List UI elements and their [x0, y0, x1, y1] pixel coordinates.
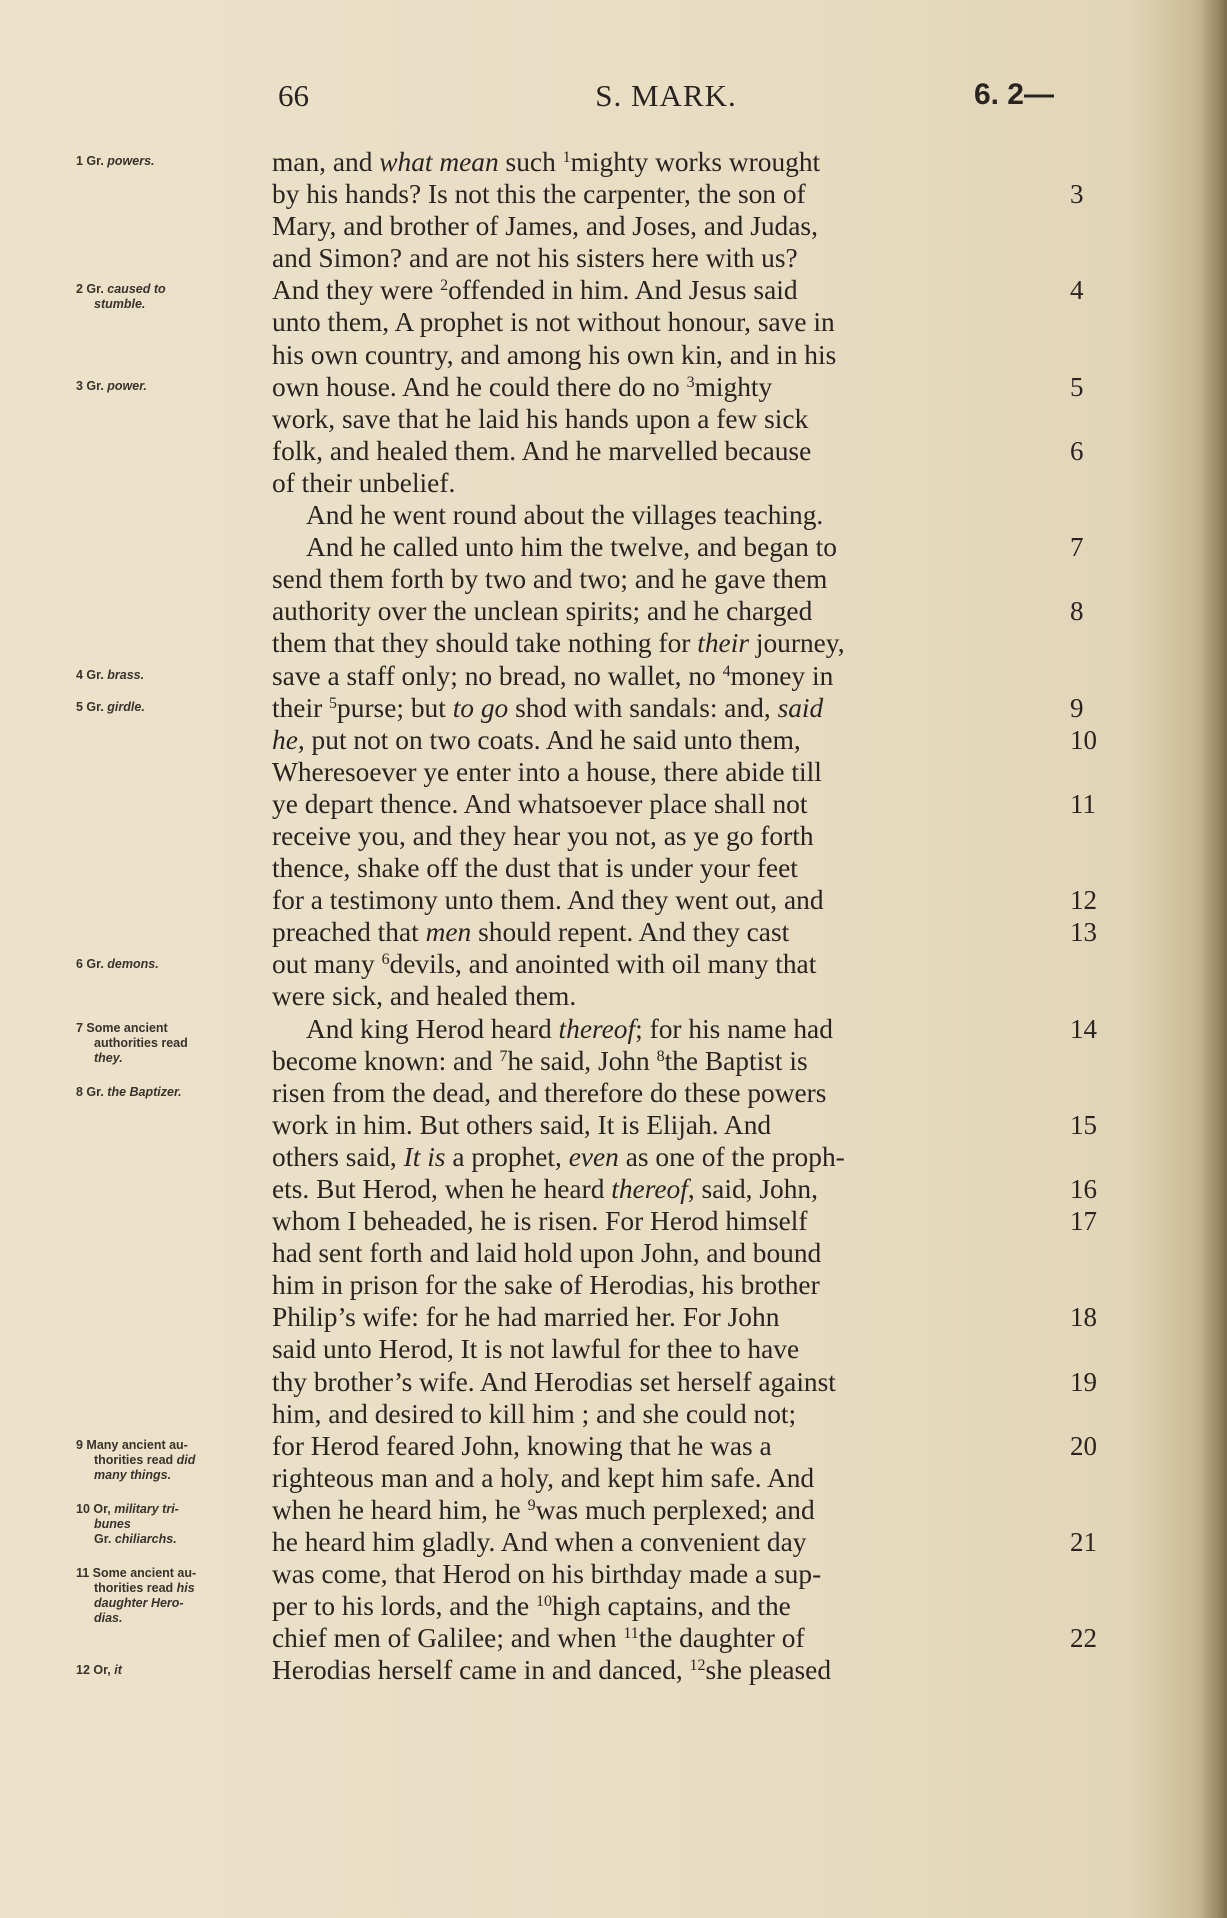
margin-note-line: 7 Some ancient [76, 1020, 168, 1035]
margin-note-line: stumble. [94, 297, 146, 312]
text-line [272, 403, 1052, 435]
text-line [272, 210, 1052, 242]
text-line [272, 788, 1096, 820]
margin-note-line: bunes [94, 1517, 131, 1532]
text-line [272, 1173, 1097, 1205]
margin-note [76, 957, 266, 972]
text-line [272, 1333, 1052, 1365]
text-line-content: his own country, and among his own kin, and in his [272, 339, 837, 370]
book-title: S. MARK. [595, 78, 737, 113]
text-line-content: And they were $^2$offended in him. And Jesus said [272, 275, 798, 306]
margin-note-line: 5 Gr. girdle. [76, 699, 145, 714]
verse-number: 13 [1070, 917, 1097, 948]
text-line-content: for Herod feared John, knowing that he was a [272, 1430, 772, 1461]
verse-number: 22 [1070, 1623, 1097, 1654]
verse-number: 16 [1070, 1174, 1097, 1204]
text-line [272, 563, 1052, 595]
margin-note-line: 11 Some ancient au- [76, 1566, 197, 1581]
text-line [272, 1141, 1052, 1173]
margin-note [76, 1021, 266, 1066]
text-line-content: receive you, and they hear you not, as ye go forth [272, 820, 814, 851]
verse-number: 19 [1070, 1366, 1097, 1397]
text-line [272, 306, 1052, 338]
text-line-content: own house. And he could there do no $^3$mighty [272, 371, 773, 402]
scripture-text [272, 146, 1097, 1687]
text-line-content: out many $^6$devils, and anointed with oil many that [272, 949, 817, 980]
text-line [272, 1205, 1097, 1237]
margin-note [76, 282, 266, 312]
verse-number: 12 [1070, 885, 1097, 916]
text-line-content: when he heard him, he $^9$was much perplexed; and [272, 1494, 815, 1525]
text-line-content: work, save that he laid his hands upon a few sick [272, 403, 809, 434]
verse-number: 20 [1070, 1430, 1097, 1461]
margin-note-line: 6 Gr. demons. [76, 956, 159, 971]
text-line [272, 467, 1052, 499]
text-line-content: And he went round about the villages teaching. [306, 500, 824, 531]
margin-note-line: they. [94, 1050, 123, 1065]
text-line-content: Philip’s wife: for he had married her. For John [272, 1302, 780, 1333]
text-line-content: authority over the unclean spirits; and he charged [272, 596, 813, 627]
margin-note-line: thorities read his [94, 1581, 195, 1596]
text-line-content: thence, shake off the dust that is under your feet [272, 853, 798, 884]
text-line [272, 1430, 1097, 1462]
text-line-content: him, and desired to kill him ; and she could not; [272, 1398, 797, 1429]
text-line [272, 1590, 1052, 1622]
margin-note [76, 1566, 266, 1626]
margin-note-line: daughter Hero- [94, 1596, 184, 1611]
text-line [272, 1237, 1052, 1269]
text-line [272, 980, 1052, 1012]
text-line-content: ets. But Herod, when he heard thereof, said, John, [272, 1174, 818, 1204]
text-line [272, 1654, 1052, 1686]
text-line [272, 146, 1052, 178]
text-line-content: Mary, and brother of James, and Joses, and Judas, [272, 211, 818, 242]
text-line [272, 595, 1084, 627]
text-line [272, 756, 1052, 788]
verse-number: 18 [1070, 1302, 1097, 1333]
verse-number: 15 [1070, 1109, 1097, 1140]
text-line [272, 1622, 1097, 1654]
verse-number: 3 [1070, 179, 1084, 210]
verse-number: 4 [1070, 275, 1084, 306]
margin-note-line: many things. [94, 1468, 172, 1482]
verse-number: 9 [1070, 692, 1084, 723]
text-line-content: and Simon? and are not his sisters here with us? [272, 243, 798, 274]
text-line-content: chief men of Galilee; and when $^{11}$the daughter of [272, 1623, 805, 1654]
text-line-content: per to his lords, and the $^{10}$high captains, and the [272, 1591, 791, 1622]
text-line-content: send them forth by two and two; and he gave them [272, 564, 828, 595]
margin-note [76, 1438, 266, 1483]
running-header [270, 78, 1062, 118]
text-line-content: said unto Herod, It is not lawful for thee to have [272, 1334, 800, 1365]
text-line-content: risen from the dead, and therefore do these powers [272, 1077, 827, 1108]
verse-number: 14 [1070, 1013, 1097, 1044]
margin-note-line: dias. [94, 1611, 123, 1626]
verse-number: 17 [1070, 1206, 1097, 1237]
text-line-content: he, put not on two coats. And he said unto them, [272, 724, 801, 755]
margin-note [76, 1663, 266, 1678]
text-line [272, 724, 1097, 756]
verse-number: 7 [1070, 532, 1084, 563]
text-line-content: Wheresoever ye enter into a house, there abide till [272, 756, 822, 787]
margin-note-line: 10 Or, military tri- [76, 1502, 179, 1517]
text-line-content: save a staff only; no bread, no wallet, no $^4$money in [272, 660, 834, 691]
text-line-content: ye depart thence. And whatsoever place shall not [272, 788, 808, 819]
margin-note-line: Gr. chiliarchs. [94, 1532, 177, 1547]
text-line-content: by his hands? Is not this the carpenter, the son of [272, 179, 806, 210]
text-line-content: he heard him gladly. And when a convenient day [272, 1527, 807, 1558]
margin-note-line: 12 Or, it [76, 1662, 122, 1677]
text-line [272, 1269, 1052, 1301]
text-line [272, 1077, 1052, 1109]
text-line-content: And king Herod heard thereof; for his name had [306, 1013, 833, 1044]
text-line [272, 1462, 1052, 1494]
text-line-content: unto them, A prophet is not without honour, save in [272, 307, 835, 338]
text-line-content: their $^5$purse; but to go shod with sandals: and, said [272, 692, 824, 723]
text-line-content: of their unbelief. [272, 467, 456, 498]
chapter-verse-ref: 6. 2— [973, 78, 1054, 111]
text-line-content: righteous man and a holy, and kept him safe. And [272, 1462, 815, 1493]
text-line [272, 1366, 1097, 1398]
margin-note-line: thorities read did [94, 1453, 196, 1467]
text-line-content: him in prison for the sake of Herodias, his brother [272, 1270, 820, 1301]
text-line [272, 435, 1084, 467]
margin-note [76, 1085, 266, 1100]
margin-note-line: 3 Gr. power. [76, 378, 147, 393]
text-line [272, 1045, 1052, 1077]
text-line [272, 692, 1084, 724]
page-spine-shadow [1201, 0, 1227, 1918]
margin-note [76, 154, 266, 169]
text-line [272, 852, 1052, 884]
text-line [272, 1109, 1097, 1141]
margin-note [76, 668, 266, 683]
text-line-content: them that they should take nothing for their journey, [272, 628, 845, 659]
verse-number: 8 [1070, 596, 1084, 627]
verse-number: 21 [1070, 1527, 1097, 1558]
text-line [272, 274, 1084, 306]
margin-note [76, 1502, 266, 1547]
verse-number: 6 [1070, 435, 1084, 466]
text-line [272, 627, 1052, 659]
margin-note [76, 700, 266, 715]
text-line [272, 178, 1084, 210]
text-line-content: thy brother’s wife. And Herodias set herself against [272, 1366, 836, 1397]
text-line-content: man, and what mean such $^1$mighty works wrought [272, 147, 821, 177]
text-line [272, 1526, 1097, 1558]
verse-number: 5 [1070, 371, 1084, 402]
margin-note-line: 4 Gr. brass. [76, 667, 145, 682]
text-line [272, 820, 1052, 852]
text-line-content: was come, that Herod on his birthday made a sup- [272, 1559, 822, 1590]
text-line-content: for a testimony unto them. And they went out, and [272, 885, 824, 916]
text-line-content: Herodias herself came in and danced, $^{12}$she pleased [272, 1655, 832, 1686]
text-line-content: whom I beheaded, he is risen. For Herod himself [272, 1206, 808, 1237]
text-line-content: had sent forth and laid hold upon John, and bound [272, 1238, 822, 1269]
margin-note [76, 379, 266, 394]
text-line-content: work in him. But others said, It is Elijah. And [272, 1109, 772, 1140]
text-line [272, 1398, 1052, 1430]
text-line [272, 531, 1084, 563]
text-line [272, 339, 1052, 371]
text-line-content: were sick, and healed them. [272, 981, 577, 1012]
margin-note-line: authorities read [94, 1035, 188, 1050]
verse-number: 11 [1070, 788, 1096, 819]
text-line [272, 1013, 1097, 1045]
text-line [272, 499, 1052, 531]
text-line-content: become known: and $^7$he said, John $^8$the Baptist is [272, 1045, 808, 1076]
text-line [272, 948, 1052, 980]
text-line [272, 884, 1097, 916]
text-line-content: folk, and healed them. And he marvelled because [272, 435, 812, 466]
margin-note-line: 8 Gr. the Baptizer. [76, 1084, 182, 1099]
text-line [272, 1558, 1052, 1590]
verse-number: 10 [1070, 724, 1097, 755]
text-line [272, 1494, 1052, 1526]
margin-note-line: 1 Gr. powers. [76, 154, 155, 168]
text-line [272, 660, 1052, 692]
page-number: 66 [278, 78, 309, 113]
text-line-content: others said, It is a prophet, even as one of the proph- [272, 1141, 845, 1172]
text-line [272, 1301, 1097, 1333]
text-line [272, 242, 1052, 274]
margin-note-line: 2 Gr. caused to [76, 282, 166, 297]
text-line [272, 916, 1097, 948]
text-line [272, 371, 1084, 403]
text-line-content: preached that men should repent. And they cast [272, 917, 790, 948]
margin-note-line: 9 Many ancient au- [76, 1438, 188, 1452]
text-line-content: And he called unto him the twelve, and began to [306, 532, 837, 563]
